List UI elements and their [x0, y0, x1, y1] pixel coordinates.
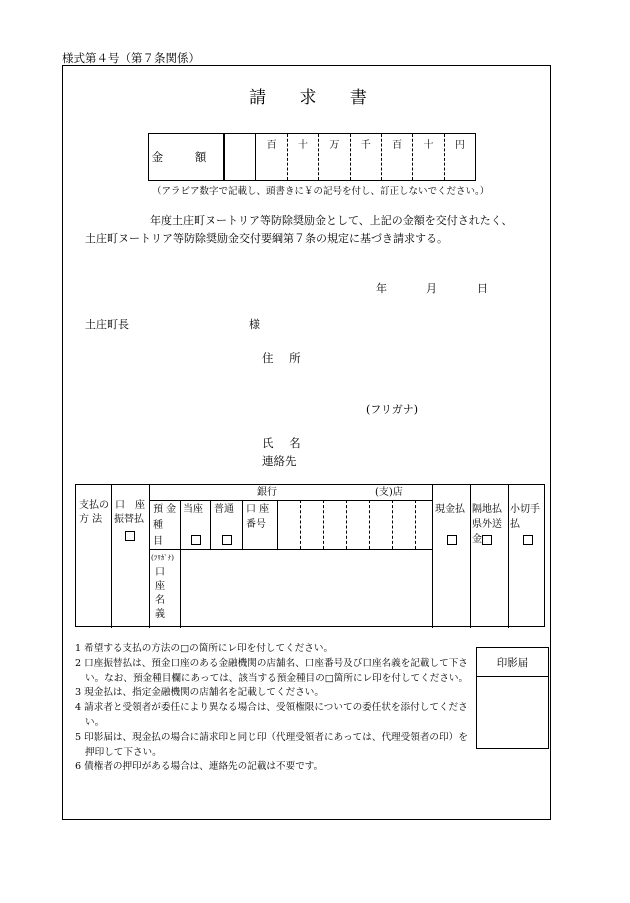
transfer-label: 口 座 [115, 500, 145, 511]
amount-cell-blank[interactable] [224, 134, 255, 180]
stamp-box[interactable] [476, 647, 549, 749]
method-label: 方 法 [79, 514, 103, 525]
check-label: 払 [510, 519, 520, 530]
amount-cell[interactable]: 百 [381, 134, 412, 180]
amount-cell[interactable]: 十 [287, 134, 318, 180]
holder-label: 義 [155, 609, 165, 620]
request-text-line2: 土庄町ヌートリア等防除奨励金交付要綱第７条の規定に基づき請求する。 [85, 232, 448, 245]
remote-label-3: 金 [472, 534, 482, 545]
holder-label: 口 [155, 567, 165, 578]
date-month: 月 [426, 282, 437, 295]
check-label: 小切手 [510, 504, 540, 515]
cash-label: 現金払 [435, 504, 465, 515]
date-year: 年 [376, 282, 387, 295]
transfer-checkbox[interactable] [125, 529, 135, 543]
ordinary-account-label: 普通 [214, 504, 234, 515]
bank-label: 銀行 [257, 487, 277, 498]
note-item: 2 口座振替払は、預金口座のある金融機関の店舗名、口座番号及び口座名義を記載して下さい。なお、預金種目欄にあっては、該当する預金種目の□箇所にレ印を付してください。 [75, 657, 469, 684]
account-number-label: 口 座 [246, 504, 270, 515]
note-item: 1 希望する支払の方法の□の箇所にレ印を付してください。 [75, 643, 334, 654]
deposit-type-label: 目 [153, 536, 163, 547]
form-number: 様式第４号（第７条関係） [62, 51, 200, 65]
addressee-name: 土庄町長 [85, 318, 129, 331]
page-title: 請 求 書 [249, 88, 381, 108]
furigana-label: (フリガナ) [366, 403, 419, 416]
deposit-type-label: 預 金 [153, 504, 177, 515]
note-item: 3 現金払は、指定金融機関の店舗名を記載してください。 [75, 687, 324, 699]
remote-label [472, 533, 492, 547]
note-item: 5 印影届は、現金払の場合に請求印と同じ印（代理受領者にあっては、代理受領者の印）を押印して下さい。 [75, 731, 468, 758]
amount-label: 金 額 [149, 134, 224, 180]
holder-label: 名 [155, 595, 165, 606]
holder-furigana-label: (ﾌﾘｶﾞﾅ) [151, 554, 174, 562]
amount-cell[interactable]: 万 [318, 134, 349, 180]
address-label: 住 所 [262, 351, 307, 365]
ordinary-account-checkbox[interactable] [222, 533, 232, 547]
account-number-label: 番号 [246, 519, 266, 530]
amount-cell[interactable]: 百 [255, 134, 286, 180]
remote-label: 県外送 [472, 519, 502, 530]
request-text-line1: 年度土庄町ヌートリア等防除奨励金として、上記の金額を交付されたく、 [150, 214, 513, 227]
method-label: 支払の [79, 500, 109, 511]
check-checkbox[interactable] [523, 533, 533, 547]
contact-label: 連絡先 [262, 454, 297, 468]
amount-note: （アラビア数字で記載し、頭書きに￥の記号を付し、訂正しないでください。） [152, 186, 490, 197]
deposit-type-label: 種 [153, 520, 163, 531]
current-account-checkbox[interactable] [191, 533, 201, 547]
name-label: 氏 名 [262, 436, 307, 450]
addressee-honorific: 様 [249, 318, 260, 331]
holder-label: 座 [155, 581, 165, 592]
payment-method-table [75, 484, 545, 627]
cash-checkbox[interactable] [447, 533, 457, 547]
current-account-label: 当座 [183, 504, 203, 515]
remote-label: 隔地払 [472, 504, 502, 515]
note-item: 6 債権者の押印がある場合は、連絡先の記載は不要です。 [75, 761, 324, 773]
date-day: 日 [477, 282, 488, 295]
notes-list [75, 642, 475, 775]
note-item: 4 請求者と受領者が委任により異なる場合は、受領権限についての委任状を添付してください。 [75, 702, 468, 728]
stamp-label: 印影届 [477, 648, 548, 677]
branch-label: (支)店 [375, 487, 403, 498]
amount-cell[interactable]: 千 [350, 134, 381, 180]
transfer-label: 振替払 [114, 514, 144, 525]
amount-cell[interactable]: 円 [444, 134, 475, 180]
amount-cell[interactable]: 十 [412, 134, 443, 180]
amount-box [148, 133, 476, 181]
remote-checkbox[interactable] [482, 535, 492, 545]
